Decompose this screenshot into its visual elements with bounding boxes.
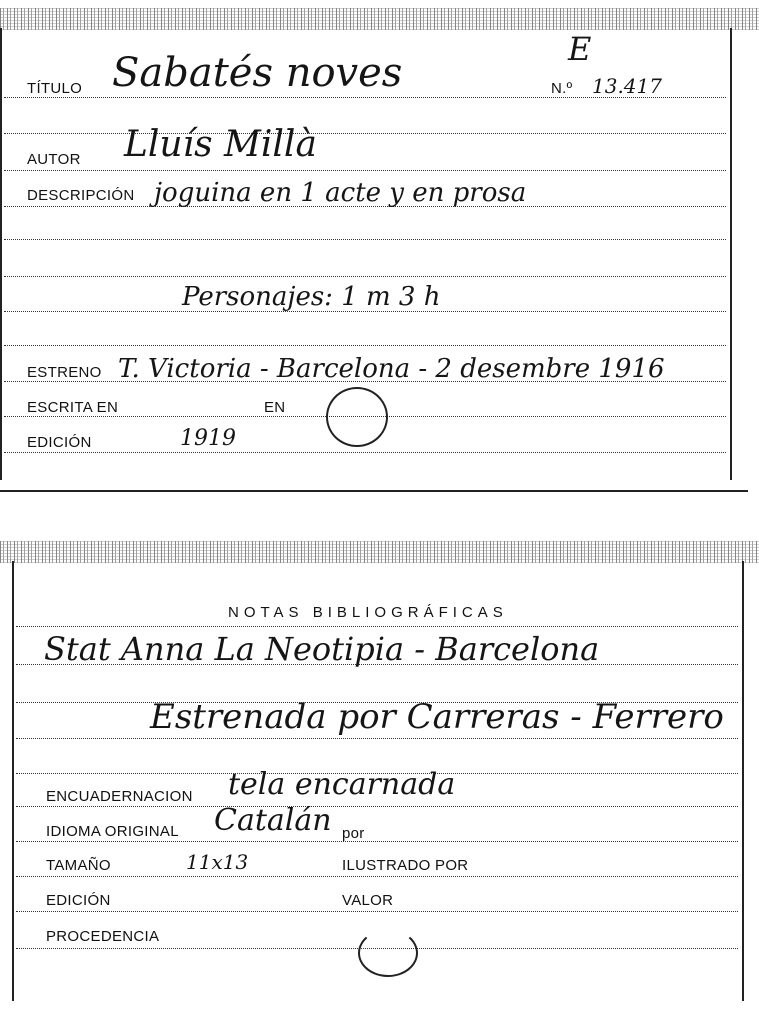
rule-line bbox=[16, 911, 738, 912]
edicion-value: 1919 bbox=[180, 426, 236, 451]
estreno-label: ESTRENO bbox=[27, 364, 102, 381]
rule-line bbox=[16, 738, 738, 739]
card-top-edge-speckle bbox=[0, 8, 759, 30]
punch-hole-circle bbox=[326, 387, 388, 447]
rule-line bbox=[16, 841, 738, 842]
rule-line bbox=[16, 806, 738, 807]
ilustrado-por-label: ILUSTRADO POR bbox=[342, 857, 469, 874]
rule-line bbox=[4, 133, 726, 134]
autor-value: Lluís Millà bbox=[124, 124, 317, 165]
descripcion-label: DESCRIPCIÓN bbox=[27, 187, 135, 204]
numero-label: N.º bbox=[551, 80, 573, 97]
notes-line-1: Stat Anna La Neotipia - Barcelona bbox=[44, 630, 600, 668]
series-letter: E bbox=[568, 30, 592, 68]
numero-value: 13.417 bbox=[592, 74, 662, 98]
rule-line bbox=[4, 345, 726, 346]
notes-line-2: Estrenada por Carreras - Ferrero bbox=[150, 697, 724, 737]
titulo-value: Sabatés noves bbox=[112, 50, 403, 96]
catalog-card-front bbox=[0, 0, 759, 500]
descripcion-value: joguina en 1 acte y en prosa bbox=[154, 178, 527, 208]
rule-line bbox=[16, 876, 738, 877]
rule-line bbox=[4, 452, 726, 453]
procedencia-label: PROCEDENCIA bbox=[46, 928, 160, 945]
estreno-value: T. Victoria - Barcelona - 2 desembre 1916 bbox=[118, 354, 665, 384]
card-bottom-edge bbox=[0, 490, 748, 492]
titulo-label: TÍTULO bbox=[27, 80, 83, 97]
catalog-card-back bbox=[0, 535, 759, 1028]
rule-line bbox=[4, 239, 726, 240]
rule-line bbox=[16, 626, 738, 627]
punch-hole-circle bbox=[358, 929, 418, 977]
en-label: EN bbox=[264, 399, 286, 416]
rule-line bbox=[4, 276, 726, 277]
tamano-label: TAMAÑO bbox=[46, 857, 111, 874]
rule-line bbox=[4, 170, 726, 171]
edicion-label: EDICIÓN bbox=[27, 434, 92, 451]
encuadernacion-label: ENCUADERNACION bbox=[46, 788, 193, 805]
valor-label: VALOR bbox=[342, 892, 394, 909]
por-label: por bbox=[342, 825, 365, 842]
edicion-label: EDICIÓN bbox=[46, 892, 111, 909]
personajes-value: Personajes: 1 m 3 h bbox=[182, 282, 441, 312]
card-top-edge-speckle bbox=[0, 541, 759, 563]
tamano-value: 11x13 bbox=[186, 850, 249, 874]
escrita-en-label: ESCRITA EN bbox=[27, 399, 119, 416]
idioma-original-value: Catalán bbox=[214, 803, 332, 838]
autor-label: AUTOR bbox=[27, 151, 81, 168]
notas-bibliograficas-heading: NOTAS BIBLIOGRÁFICAS bbox=[228, 604, 508, 621]
encuadernacion-value: tela encarnada bbox=[228, 767, 456, 802]
idioma-original-label: IDIOMA ORIGINAL bbox=[46, 823, 179, 840]
